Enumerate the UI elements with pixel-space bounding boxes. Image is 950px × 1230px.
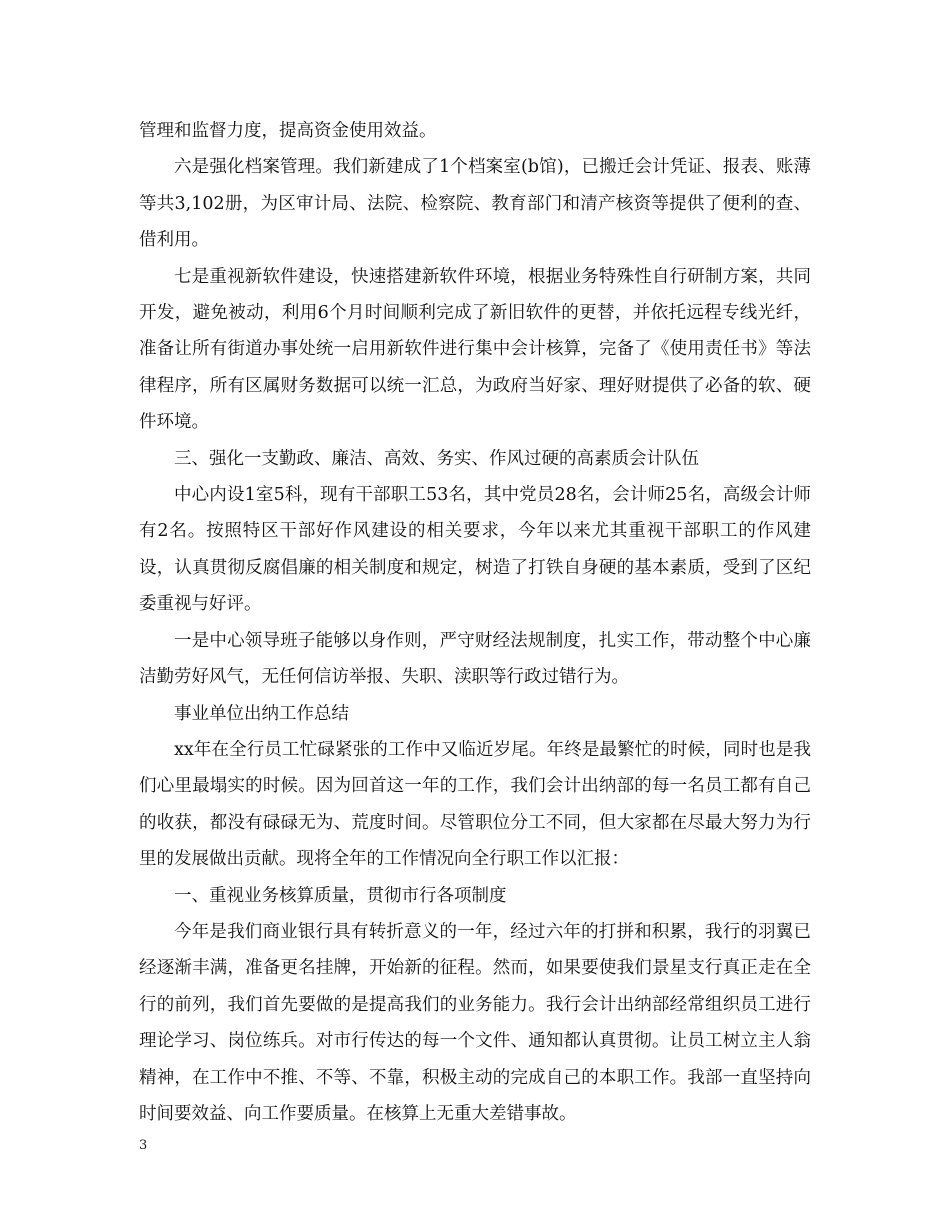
page-number: 3: [139, 1138, 148, 1153]
document-body: [139, 113, 811, 1132]
paragraph-year-intro: xx年在全行员工忙碌紧张的工作中又临近岁尾。年终是最繁忙的时候，同时也是我们心里最塌实的时候。因为回首这一年的工作，我们会计出纳部的每一名员工都有自己的收获，都没有碌碌无为、荒度时间。尽管职位分工不同，但大家都在尽最大努力为行里的发展做出贡献。现将全年的工作情况向全行职工作以汇报：: [139, 739, 811, 870]
paragraph-staff-overview: 中心内设1室5科，现有干部职工53名，其中党员28名，会计师25名，高级会计师有2名。按照特区干部好作风建设的相关要求，今年以来尤其重视干部职工的作风建设，认真贯彻反腐倡廉的相关制度和规定，树造了打铁自身硬的基本素质，受到了区纪委重视与好评。: [139, 485, 811, 615]
section-heading-accounting-team: 三、强化一支勤政、廉洁、高效、务实、作风过硬的高素质会计队伍: [174, 448, 699, 469]
paragraph-archive-management: 六是强化档案管理。我们新建成了1个档案室(b馆)，已搬迁会计凭证、报表、账薄等共3,102册，为区审计局、法院、检察院、教育部门和清产核资等提供了便利的查、借利用。: [139, 157, 811, 251]
document-title-cashier-summary: 事业单位出纳工作总结: [174, 703, 349, 724]
paragraph-bank-transition: 今年是我们商业银行具有转折意义的一年，经过六年的打拼和积累，我行的羽翼已经逐渐丰满，准备更名挂牌，开始新的征程。然而，如果要使我们景星支行真正走在全行的前列，我们首先要做的是提高我们的业务能力。我行会计出纳部经常组织员工进行理论学习、岗位练兵。对市行传达的每一个文件、通知都认真贯彻。让员工树立主人翁精神，在工作中不推、不等、不靠，积极主动的完成自己的本职工作。我部一直坚持向时间要效益、向工作要质量。在核算上无重大差错事故。: [139, 921, 811, 1124]
paragraph-software-construction: 七是重视新软件建设，快速搭建新软件环境，根据业务特殊性自行研制方案，共同开发，避免被动，利用6个月时间顺利完成了新旧软件的更替，并依托远程专线光纤，准备让所有街道办事处统一启用新软件进行集中会计核算，完备了《使用责任书》等法律程序，所有区属财务数据可以统一汇总，为政府当好家、理好财提供了必备的软、硬件环境。: [139, 266, 811, 433]
paragraph-leadership: 一是中心领导班子能够以身作则，严守财经法规制度，扎实工作，带动整个中心廉洁勤劳好风气，无任何信访举报、失职、渎职等行政过错行为。: [139, 630, 811, 688]
section-heading-accounting-quality: 一、重视业务核算质量，贯彻市行各项制度: [174, 885, 507, 906]
paragraph-continuation: 管理和监督力度，提高资金使用效益。: [139, 121, 437, 141]
